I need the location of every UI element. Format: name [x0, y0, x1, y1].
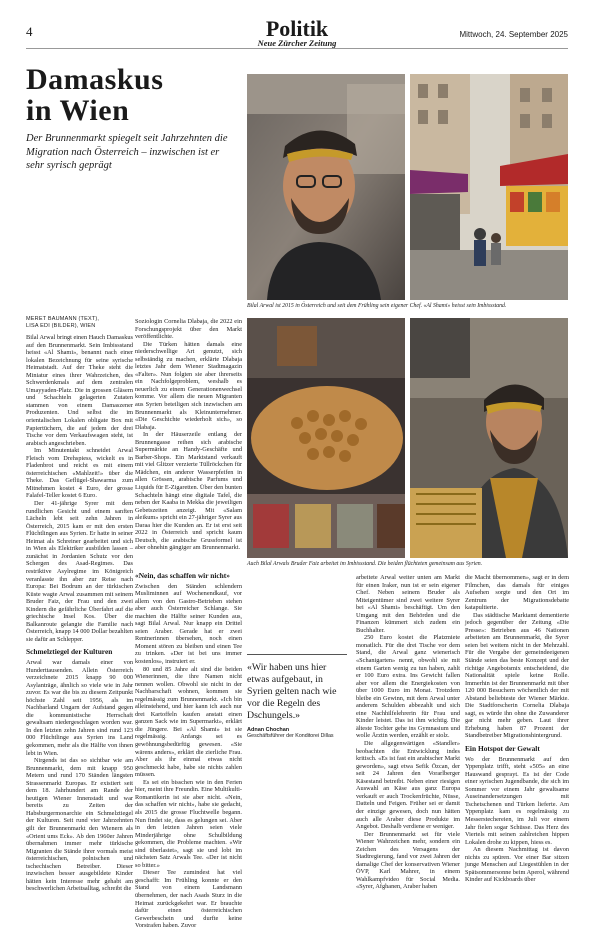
- photo-market-street: [410, 74, 568, 300]
- portrait-illustration: [247, 74, 405, 300]
- photo-portrait-bilal: [247, 74, 405, 300]
- body-paragraph: 80 und 85 Jahre alt sind die beiden Wienerinnen, die ihre Namen nicht nennen wollen. Obwohl sie nicht in der Nachbarschaft wohnen, kommen sie regelmässig zum Brunnenmarkt. «Ich bin alleinstehend, und hier kann ich auch nur drei Kartoffeln kaufen anstatt einen ganzen Sack wie im Supermarkt», erklärt die Jüngere. Bei «Al Shami» ist sie regelmässig. Anfangs sei es gewöhnungsbedürftig gewesen. «Sie wärens anders», erklärt die zierliche Frau. Aber als ihr einmal etwas nicht geschmeckt habe, habe sie nichts zahlen müssen.: [135, 665, 242, 779]
- market-street-illustration: [410, 74, 568, 300]
- body-paragraph: Die allgegenwärtigen «Standler» beobachten die Entwicklung indes kritisch. «Es ist fast ein arabischer Markt geworden», sagt etwa Sefik Özcan, der seit 24 Jahren den Vorarlberger Käsestand betreibt. Neben einer riesigen Auswahl an Käse aus ganz Europa verkauft er auch Trockenfrüchte, Nüsse, Datteln und Feigen. Früher sei er damit der einzige gewesen, doch nun hätten auch alle Araber diese Produkte im Angebot. Deshalb verdiene er weniger.: [356, 740, 460, 831]
- body-column-4: [465, 574, 569, 884]
- body-paragraph: Nirgends ist das so sichtbar wie am Brunnenmarkt, dem mit knapp 950 Metern und rund 170 Ständen längsten Strassenmarkt Europas. Er existiert seit dem 18. Jahrhundert am Rande der heutigen Wiener Innenstadt und war bereits zu Zeiten der Habsburgermonarchie ein Schmelztiegel der Kulturen. Seit rund vier Jahrzehnten gilt der Brunnenmarkt den Wienern als «Orient ums Eck». Ab den 1960er Jahren übernahmen immer mehr türkische Migranten die Stände ihrer vormals meist österreichischen, polnischen und tschechischen Betreiber. Dieser inzwischen besser ausgebildete Kinder hätten kein Interesse mehr gehabt am beschwerlichen Arbeitsalltag, schreibt die: [26, 757, 133, 893]
- pull-quote: [247, 662, 347, 739]
- section-heading: Schmelztiegel der Kulturen: [26, 647, 113, 657]
- kitchen-illustration: [247, 318, 405, 558]
- body-paragraph: Das städtische Marktamt dementierte jedoch gegenüber der Zeitung «Die Presse»: Betrieben aus 46 Nationen arbeiteten am Brunnenmarkt, die Syrer seien bei weitem nicht in der Mehrzahl. Für die Vergabe der gemeindeeigenen Stände seien das beste Konzept und der richtige Angebotsmix entscheidend, die Nationalität spiele keine Rolle. Immerhin ist der Brunnenmarkt mit über 120 000 Besuchern wöchentlich der mit Abstand beliebteste der Wiener Märkte. Die Stadtforscherin Cornelia Dlabaja sagt, es würde ihn ohne die Zuwanderer gar nicht mehr geben. Laut ihrer Erhebung haben 87 Prozent der Standbetreiber Migrationshintergrund.: [465, 611, 569, 740]
- body-paragraph: Der 41-jährige Syrer mit dem rundlichen Gesicht und einem sanften Lächeln lebt seit zehn Jahren in Österreich, 2015 kam er mit den ersten Flüchtlingen aus Syrien. Er hatte in seiner Heimat als Schreiner gearbeitet und sich in Wien als Elektriker ausbilden lassen – zunächst in Jordanien Schutz vor den Schergen des Asad-Regimes. Das restriktive Asylregime im Königreich veranlasste ihn aber zur Reise nach Europa: Bei Bodrum an der türkischen Küste wagte Arwal zusammen mit seinem Bruder Faiz, der Frau und den zwei Kindern die gefährliche Überfahrt auf die griechische Insel Kos. Über die Balkanroute gelangte die Familie nach Österreich, knapp 14 000 Dollar bezahlten sie dafür an Schlepper.: [26, 500, 134, 643]
- subheadline: Der Brunnenmarkt spiegelt seit Jahrzehnten die Migration nach Österreich – inzwischen ist er sehr syrisch geprägt: [26, 133, 228, 171]
- body-paragraph: 250 Euro kostet die Platzmiete monatlich. Für die drei Tische vor dem Stand, die Arwal ganz wienerisch «Schanigarten» nennt, obwohl sie mit einem Garten wenig zu tun haben, zahlt er 100 Euro extra. Ins Gewicht fallen aber vor allem die Energiekosten von über 1000 Euro im Monat. Trotzdem bleibe ein Gewinn, mit dem Arwal unter anderem Schulden abbezahlt und sich eine Nachhilfelehrerin für Frau und Kinder leistet. Das ist ihm wichtig. Die älteste Tochter gehe ins Gymnasium und wolle Ärztin werden, erzählt er stolz.: [356, 634, 460, 740]
- issue-date: Mittwoch, 24. September 2025: [459, 30, 568, 39]
- body-column-3: [356, 574, 460, 891]
- pull-quote-role: Geschäftsführer der Konditorei Dillas: [247, 733, 334, 739]
- masthead-rule: [26, 48, 568, 49]
- body-paragraph: Arwal war damals einer von Hunderttausenden. Allein Österreich verzeichnete 2015 knapp 90 000 Asylanträge, ähnlich so viele wie in Jahr zuvor. Es war die bis zu diesem Zeitpunkt höchste Zahl seit 1956, als im Nachbarland Ungarn der Aufstand gegen die kommunistische Herrschaft gewaltsam niedergeschlagen worden war. In den letzten zehn Jahren sind rund 123 000 Flüchtlinge aus Syrien ins Land gekommen, mehr als die Hälfte von ihnen lebt in Wien.: [26, 658, 133, 757]
- headline-line-1: Damaskus: [26, 63, 164, 96]
- caption-middle: Auch Bilal Arwals Bruder Faiz arbeitet im Imbissstand. Die beiden flüchteten gemeinsam aus Syrien.: [247, 561, 483, 567]
- body-paragraph: die Macht übernommen», sagt er in dem Filmchen, das damals für einiges Aufsehen sorgte und den Ort im Zentrum der Migrationsdebatte katapultierte.: [465, 574, 569, 612]
- section-heading: Ein Hotspot der Gewalt: [465, 744, 540, 754]
- body-paragraph: Die Türken hätten damals eine niederschwellige Art genutzt, sich selbständig zu machen, erklärte Dlabaja letztes Jahr dem Wiener Stadtmagazin «Falter». Nun folgten sie aber ihrerseits ein Nachfolgeproblem, weshalb es neuerlich zu einem Generationenwechsel komme. Vor allem die neuen Migranten aus Syrien beteiligen sich inzwischen am Brunnenmarkt als Kleinunternehmer. «Die Geschichte wiederholt sich», so Dlabaja.: [135, 340, 242, 431]
- body-paragraph: Wo der Brunnenmarkt auf den Yppenplatz trifft, steht «505» an eine Hauswand gesprayt. Es ist der Code einer syrischen Jugendbande, die sich im Sommer vor einem Jahr gewaltsame Auseinandersetzungen mit Tschetschenen und Türken lieferte. Am Yppenplatz kam es regelmässig zu Messerstechereien, im Juli vor einem Jahr fielen sogar Schüsse. Das Herz des Viertels mit seinen zahlreichen hippen Lokalen drohe zu kippen, hiess es.: [465, 755, 569, 846]
- body-paragraph: Der Brunnenmarkt sei für viele Wiener Wahrzeichen mehr, sondern ein Zeichen des Versagens der Stadtregierung, fand vor zwei Jahren der damalige Chef der konservativen Wiener ÖVP, Karl Mahrer, in einem Wahlkampfvideo für Social Media. «Syrer, Afghanen, Araber haben: [356, 830, 460, 891]
- byline-text: MERET BAUMANN (TEXT),: [26, 316, 100, 322]
- pull-quote-author: Adnan Chochan: [247, 727, 290, 733]
- body-paragraph: Es sei ein bisschen wie in den Ferien hier, meint ihre Freundin. Eine Multikulti-Romantikerin ist sie aber nicht. «Nein, das schaffen wir nicht», habe sie gedacht, als 2015 die grosse Fluchtwelle begann. Nun findet sie, dass es gelungen sei. Aber in den letzten Jahren seien viele Minderjährige ohne Schulbildung gekommen, die Probleme machten. «Wir sind überlastet», sagt sie und lobt im nächsten Satz Arwals Tee. «Der ist nicht so bitter.»: [135, 778, 242, 869]
- headline-line-2: in Wien: [26, 94, 130, 127]
- body-column-2-lower: [135, 571, 242, 930]
- photo-faiz: [410, 318, 568, 558]
- section-title: Politik: [265, 16, 329, 41]
- body-paragraph: An diesem Nachmittag ist davon nichts zu spüren. Vor einer Bar sitzen junge Menschen auf Liegestühlen in der Spätsommersonne beim Aperol, während Kinder auf Kickboards über: [465, 846, 569, 884]
- caption-top: Bilal Arwal ist 2015 in Österreich und seit dem Frühling sein eigener Chef. «Al Shami» heisst sein Imbissstand.: [247, 303, 507, 309]
- body-paragraph: Bilal Arwal bringt einen Hauch Damaskus auf den Brunnenmarkt. Sein Imbissstand heisst «Al Shami», benannt nach einer lokalen Bezeichnung für seine syrische Heimatstadt. Auf der Theke steht die Miniatur eines ihrer Wahrzeichen, des Schwerdenkmals auf dem zentralen Umayyaden-Platz. Die in grossen Gläsern und Schachteln gelagerten Zutaten stammen von einem Damaszener Produzenten. Und selbst die im orientalischen Lokalen obligate Box mit Papiertüchern, die auf jedem der drei Tische vor dem Verkaufswagen steht, ist arabisch angeschrieben.: [26, 334, 133, 447]
- pull-quote-text: «Wir haben uns hier etwas aufgebaut, in Syrien gelten nach wie vor die Regeln des Dschungels.»: [247, 662, 337, 721]
- newspaper-name: Neue Zürcher Zeitung: [257, 38, 337, 48]
- page-number: 4: [26, 24, 33, 39]
- faiz-illustration: [410, 318, 568, 558]
- body-paragraph: In der Häuserzeile entlang der Brunnengasse reihen sich arabische Supermärkte an Handy-Geschäfte und Barber-Shops. Ein Marktstand verkauft mit viel Glitzer verzierte Tüllröckchen für Mädchen, ein anderer Wasserpfeifen in allen Grössen, arabische Parfums und Liquids für E-Zigaretten. Über den bunten Schachteln hängt eine digitale Tafel, die neben der Kaaba in Mekka die jeweiligen Gebetszeiten anzeigt. Mit «Salam aleikum» spricht ein 27-jähriger Syrer aus Daraa hier die Kunden an. Er ist erst seit 2022 in Österreich und spricht kaum Deutsch, die arabische Grussformel ist aber ohnehin gängiger am Brunnenmarkt.: [135, 431, 242, 552]
- photo-kitchen: [247, 318, 405, 558]
- body-paragraph: Soziologin Cornelia Dlabaja, die 2022 ein Forschungsprojekt über den Markt veröffentlichte.: [135, 318, 242, 341]
- section-heading: «Nein, das schaffen wir nicht»: [135, 571, 230, 580]
- body-paragraph: Zwischen den Ständen schlendern Musliminnen auf Wochenendkauf, vor allem von den Gastro-Betrieben stehen aber auch Österreicher Schlange. Sie machten die Hälfte seiner Kunden aus, sagt Bilal Arwal. Nur knapp ein Drittel seien Araber. Gerade hat er zwei Rentnerinnen übersehen, noch einen Moment stören zu bleiben und einen Tee zu trinken. «Der ist bei uns immer kostenlos», instruiert er.: [135, 582, 242, 666]
- body-paragraph: Im Minutentakt schneidet Arwal Fleisch vom Drehspiess, wickelt es in Fladenbrot und reicht es mit einem österreichischen «Mahlzeit!» über die Theke. Das Geflügel-Shawarma zum Mitnehmen kostet 4 Euro, der grosse Falafel-Teller kostet 6 Euro.: [26, 447, 133, 500]
- byline: [26, 316, 99, 330]
- body-paragraph: arbeitete Arwal weiter unten am Markt für einen Iraker, nun ist er sein eigener Chef. Neben seinem Bruder als Miteigentümer sind zwei weitere Syrer bei «Al Shami» beschäftigt. Um den Umgang mit den Behörden und die Finanzen kümmert sich zudem ein Buchhalter.: [356, 574, 460, 634]
- body-paragraph: Dieser Tee zumindest hat viel geschafft: Im Frühling konnte er den Stand von einem Landsmann übernehmen, der nach Asads Sturz in die Heimat zurückgekehrt war. Er brauchte dafür einen österreichischen Gewerbeschein und durfte keine Vorstrafen haben. Zuvor: [135, 869, 242, 930]
- headline: [26, 64, 226, 126]
- body-column-1: [26, 334, 134, 893]
- byline-photos: LISA EDI (BILDER), WIEN: [26, 323, 96, 329]
- quote-rule-top: [247, 654, 347, 655]
